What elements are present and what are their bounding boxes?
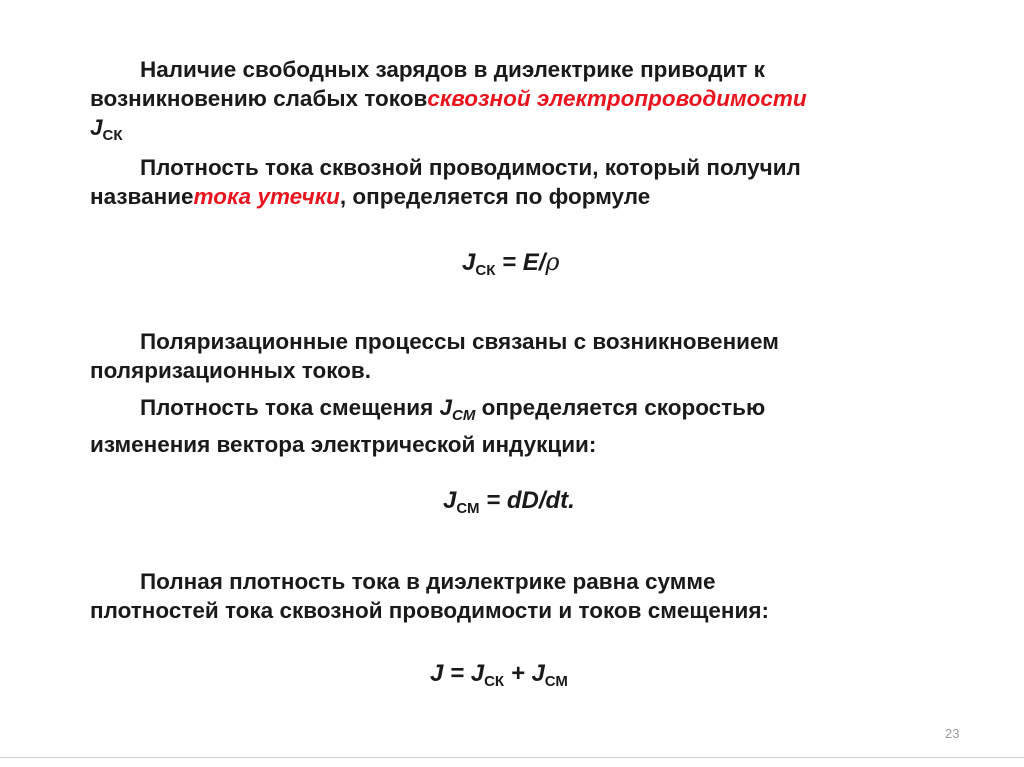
text: изменения вектора электрической индукции: <box>90 432 597 457</box>
paragraph-free-charges <box>90 55 930 150</box>
formula-symbol: J <box>462 249 476 276</box>
formula-symbol: J <box>430 660 444 687</box>
symbol-j: J <box>90 115 103 140</box>
text: Поляризационные процессы связаны с возникновением <box>140 329 779 354</box>
symbol-subscript: СМ <box>452 407 476 424</box>
page-number: 23 <box>945 726 960 741</box>
formula-symbol: J <box>531 660 545 687</box>
formula-text: = <box>443 660 471 687</box>
text: Полная плотность тока в диэлектрике равна сумме <box>140 569 716 594</box>
text: возникновению слабых токов <box>90 86 428 111</box>
formula-text: + <box>504 660 532 687</box>
paragraph-polarization <box>90 327 930 385</box>
formula-text: = E/ <box>495 249 546 276</box>
formula-symbol: J <box>443 487 457 514</box>
text: Наличие свободных зарядов в диэлектрике приводит к <box>140 57 765 82</box>
highlight-text: тока утечки <box>193 184 340 209</box>
formula-total-current <box>430 660 568 690</box>
text: Плотность тока смещения <box>140 395 440 420</box>
paragraph-displacement-current <box>90 393 930 459</box>
slide-border-line <box>0 757 1024 758</box>
text: поляризационных токов. <box>90 358 371 383</box>
formula-leakage-current <box>462 248 560 279</box>
highlight-text: сквозной электропроводимости <box>427 86 807 111</box>
text: , определяется по формуле <box>339 184 651 209</box>
formula-subscript: СК <box>475 262 496 279</box>
symbol-subscript: СК <box>102 127 123 144</box>
formula-text: = dD/dt. <box>479 487 575 514</box>
formula-displacement-current <box>443 487 575 517</box>
paragraph-leakage-current <box>90 153 930 211</box>
paragraph-total-current <box>90 567 930 625</box>
text: определяется скоростью <box>475 395 766 420</box>
formula-subscript: СМ <box>544 673 568 690</box>
text: название <box>90 184 194 209</box>
text: Плотность тока сквозной проводимости, который получил <box>140 155 801 180</box>
formula-symbol: J <box>470 660 485 687</box>
formula-subscript: СК <box>484 673 505 690</box>
symbol-jck <box>90 113 123 150</box>
text: плотностей тока сквозной проводимости и токов смещения: <box>90 598 769 623</box>
rho-symbol: ρ <box>545 248 560 276</box>
symbol-j: J <box>439 395 453 420</box>
formula-subscript: СМ <box>456 500 480 517</box>
